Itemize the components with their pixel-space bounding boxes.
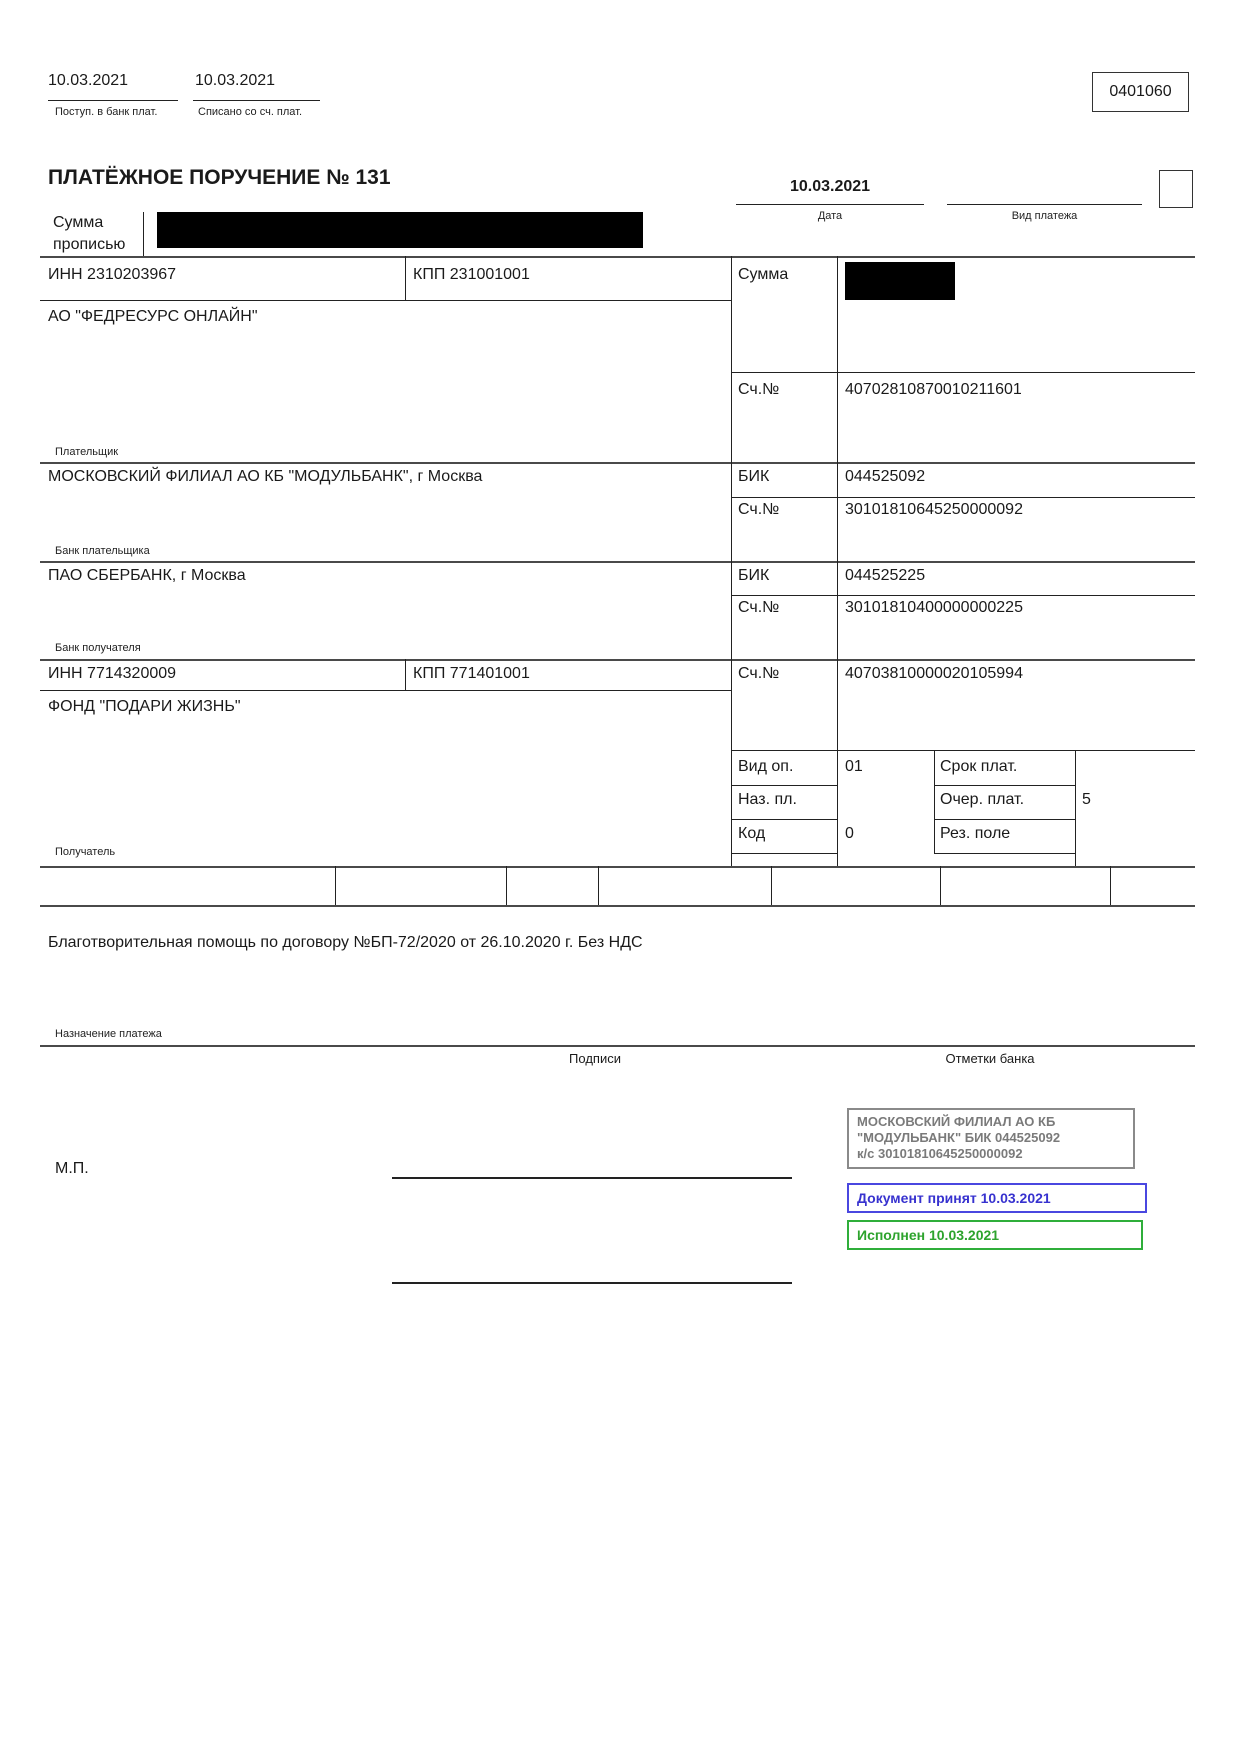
payer-bank-section-label: Банк плательщика — [55, 545, 150, 557]
grid-line-1a — [731, 785, 837, 786]
document-accepted-stamp: Документ принят 10.03.2021 — [847, 1183, 1147, 1213]
date-received-underline — [48, 100, 178, 101]
grid-top-line — [731, 750, 1195, 751]
bottom-row-divider-2 — [506, 866, 507, 905]
bank-stamp-box — [847, 1108, 1135, 1169]
date-debited-value: 10.03.2021 — [195, 72, 276, 89]
grid-line-3a — [731, 853, 837, 854]
payee-inn-kpp-divider — [405, 659, 406, 690]
purpose-section-line — [40, 1045, 1195, 1047]
priority-value: 5 — [1082, 791, 1091, 808]
payee-account: 40703810000020105994 — [845, 665, 1023, 682]
op-type-label: Вид оп. — [738, 758, 794, 775]
grid-line-2a — [731, 819, 837, 820]
payment-type-box — [1159, 170, 1193, 208]
payment-purpose-text: Благотворительная помощь по договору №БП-72/2020 от 26.10.2020 г. Без НДС — [48, 934, 643, 951]
bottom-row-divider-4 — [771, 866, 772, 905]
payer-section-line — [40, 462, 1195, 464]
stamp-place-label: М.П. — [55, 1160, 89, 1177]
payer-kpp: КПП 231001001 — [413, 266, 530, 283]
date-debited-label: Списано со сч. плат. — [198, 106, 303, 118]
line-under-payer-inn — [40, 300, 731, 301]
payee-name: ФОНД "ПОДАРИ ЖИЗНЬ" — [48, 698, 241, 715]
payee-section-label: Получатель — [55, 846, 116, 858]
table-top-line — [40, 256, 1195, 258]
bottom-row-line — [40, 905, 1195, 907]
payer-bank-account: 30101810645250000092 — [845, 501, 1023, 518]
grid-line-1b — [934, 785, 1075, 786]
grid-divider-2 — [1075, 750, 1076, 866]
payer-bank-bik: 044525092 — [845, 468, 926, 485]
date-received-label: Поступ. в банк плат. — [55, 106, 158, 118]
signature-line-1 — [392, 1177, 792, 1179]
document-date-value: 10.03.2021 — [789, 178, 871, 195]
labels-column-divider — [731, 256, 732, 866]
signature-line-2 — [392, 1282, 792, 1284]
term-label: Срок плат. — [940, 758, 1018, 775]
payee-bank-account: 30101810400000000225 — [845, 599, 1023, 616]
payment-type-underline — [947, 204, 1142, 205]
payer-bank-account-label: Сч.№ — [738, 501, 780, 518]
payer-inn-kpp-divider — [405, 256, 406, 300]
document-executed-stamp: Исполнен 10.03.2021 — [847, 1220, 1143, 1250]
sum-label: Сумма — [738, 266, 789, 283]
bank-stamp-line3: к/с 30101810645250000092 — [857, 1146, 1023, 1161]
date-received-value: 10.03.2021 — [48, 72, 129, 89]
form-code-box: 0401060 — [1092, 72, 1189, 112]
payment-purpose-label: Назначение платежа — [55, 1028, 162, 1040]
document-date-underline — [736, 204, 924, 205]
bottom-row-divider-6 — [1110, 866, 1111, 905]
reserve-label: Рез. поле — [940, 825, 1011, 842]
page-title: ПЛАТЁЖНОЕ ПОРУЧЕНИЕ № 131 — [48, 166, 391, 189]
bank-stamp-line2: "МОДУЛЬБАНК" БИК 044525092 — [857, 1130, 1061, 1145]
payee-bank-section-label: Банк получателя — [55, 642, 141, 654]
sum-redacted — [845, 262, 955, 300]
payer-bank-name: МОСКОВСКИЙ ФИЛИАЛ АО КБ "МОДУЛЬБАНК", г Москва — [48, 468, 483, 485]
payer-account-label: Сч.№ — [738, 381, 780, 398]
payee-account-label: Сч.№ — [738, 665, 780, 682]
bottom-row-divider-3 — [598, 866, 599, 905]
payer-section-label: Плательщик — [55, 446, 119, 458]
op-type-value: 01 — [845, 758, 863, 775]
purpose-code-label: Наз. пл. — [738, 791, 797, 808]
payee-bank-bik: 044525225 — [845, 567, 926, 584]
payer-bank-bik-label: БИК — [738, 468, 770, 485]
amount-words-label: Сумма прописью — [53, 214, 126, 253]
grid-line-3b — [934, 853, 1075, 854]
payer-name: АО "ФЕДРЕСУРС ОНЛАЙН" — [48, 308, 258, 325]
bottom-row-divider-1 — [335, 866, 336, 905]
line-under-payee-bank-bik — [731, 595, 1195, 596]
line-under-sum-cell — [731, 372, 1195, 373]
payee-kpp: КПП 771401001 — [413, 665, 530, 682]
payee-bank-name: ПАО СБЕРБАНК, г Москва — [48, 567, 246, 584]
date-debited-underline — [193, 100, 320, 101]
payer-account: 40702810870010211601 — [845, 381, 1022, 398]
document-date-label: Дата — [817, 210, 843, 222]
payee-inn: ИНН 7714320009 — [48, 665, 177, 682]
line-under-payee-inn — [40, 690, 731, 691]
priority-label: Очер. плат. — [940, 791, 1025, 808]
amount-words-redacted — [157, 212, 643, 248]
line-under-payer-bank-bik — [731, 497, 1195, 498]
grid-line-2b — [934, 819, 1075, 820]
code-label: Код — [738, 825, 766, 842]
code-value: 0 — [845, 825, 854, 842]
payee-section-line — [40, 866, 1195, 868]
amount-words-divider — [143, 212, 144, 256]
signatures-label: Подписи — [569, 1051, 621, 1066]
bank-marks-label: Отметки банка — [945, 1051, 1035, 1066]
payment-type-label: Вид платежа — [1011, 210, 1078, 222]
payer-bank-section-line — [40, 561, 1195, 563]
payee-bank-bik-label: БИК — [738, 567, 770, 584]
payer-inn: ИНН 2310203967 — [48, 266, 177, 283]
bottom-row-divider-5 — [940, 866, 941, 905]
payee-bank-account-label: Сч.№ — [738, 599, 780, 616]
grid-divider-1 — [934, 750, 935, 853]
payee-bank-section-line — [40, 659, 1195, 661]
values-column-divider — [837, 256, 838, 866]
bank-stamp-line1: МОСКОВСКИЙ ФИЛИАЛ АО КБ — [857, 1114, 1056, 1129]
